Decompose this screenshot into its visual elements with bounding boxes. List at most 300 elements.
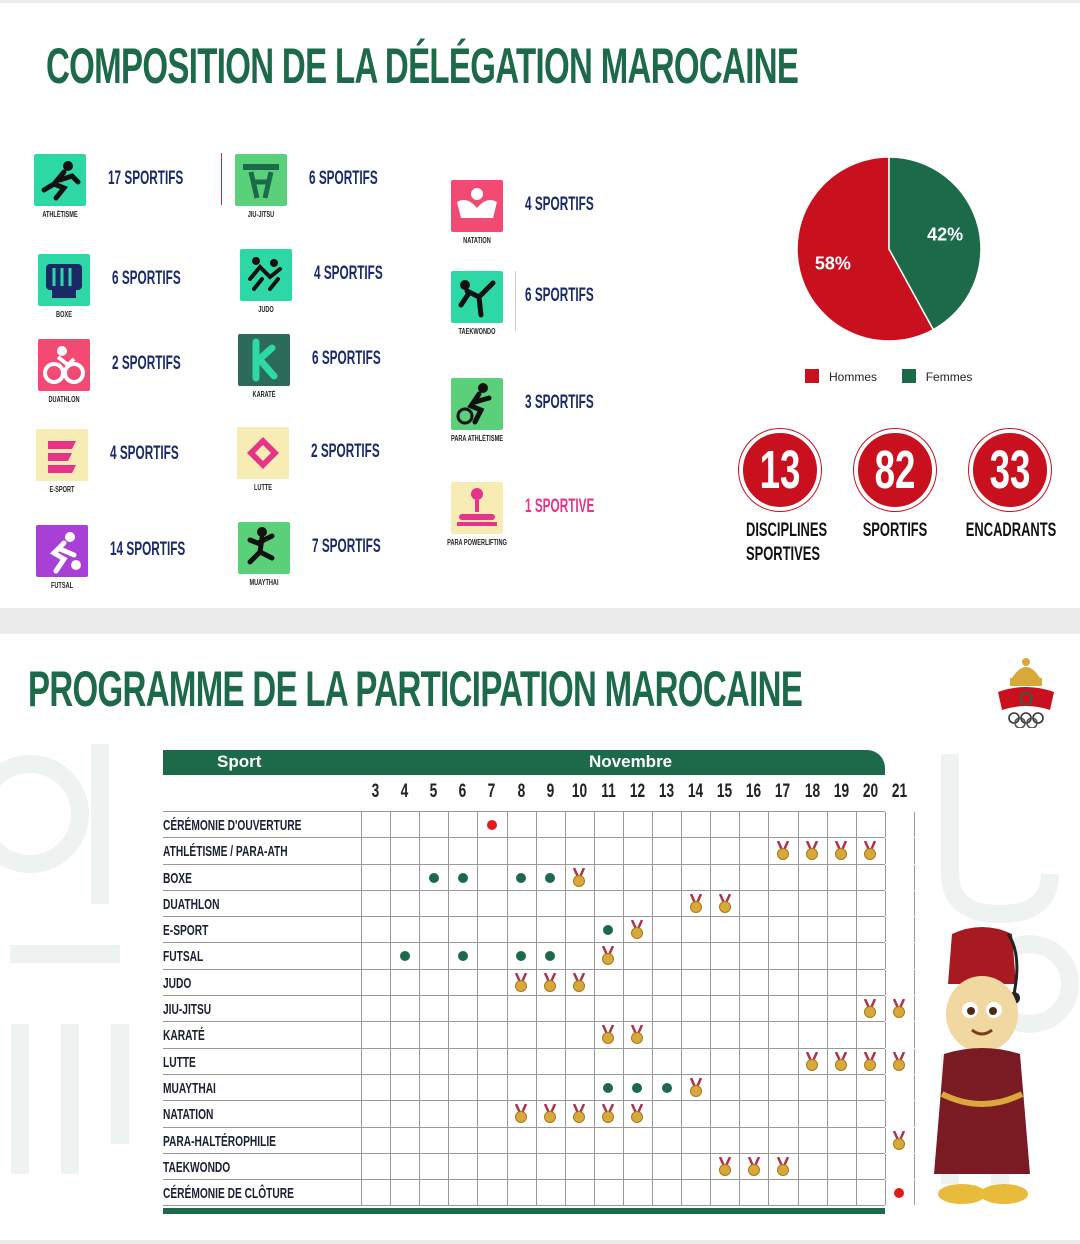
schedule-table: [163, 750, 907, 1214]
competition-dot: [603, 1083, 613, 1093]
futsal-icon: [36, 525, 88, 577]
grid-line: [390, 1075, 391, 1100]
grid-line: [768, 1180, 769, 1205]
swimming-icon: [451, 180, 503, 232]
grid-line: [739, 943, 740, 968]
grid-line: [885, 996, 886, 1021]
grid-line: [768, 891, 769, 916]
grid-line: [856, 1022, 857, 1047]
mascot-icon: [922, 924, 1042, 1214]
grid-line: [594, 970, 595, 995]
grid-line: [827, 1128, 828, 1153]
grid-line: [885, 917, 886, 942]
row-sport-label: BOXE: [163, 869, 192, 887]
grid-line: [856, 943, 857, 968]
row-sport-label: KARATÉ: [163, 1027, 205, 1045]
day-label: 14: [687, 781, 704, 802]
header-month: Novembre: [589, 752, 673, 771]
schedule-grid: [163, 811, 885, 1206]
grid-line: [565, 996, 566, 1021]
grid-line: [885, 943, 886, 968]
day-label: 10: [571, 781, 587, 802]
grid-line: [536, 1101, 537, 1126]
grid-line: [739, 812, 740, 837]
medal-icon: [601, 946, 615, 966]
sport-name: BOXE: [56, 310, 72, 319]
grid-line: [914, 917, 915, 942]
judo-icon: [240, 249, 292, 301]
grid-line: [448, 838, 449, 863]
grid-line: [536, 838, 537, 863]
grid-line: [827, 943, 828, 968]
header-sport: Sport: [217, 752, 262, 771]
grid-line: [623, 1154, 624, 1179]
grid-line: [361, 943, 362, 968]
row-sport-label: E-SPORT: [163, 922, 209, 940]
grid-line: [652, 838, 653, 863]
grid-line: [594, 838, 595, 863]
grid-line: [536, 1128, 537, 1153]
grid-line: [565, 970, 566, 995]
grid-line: [768, 812, 769, 837]
grid-line: [827, 1101, 828, 1126]
grid-line: [565, 838, 566, 863]
grid-line: [448, 1049, 449, 1074]
row-sport-label: JIU-JITSU: [163, 1001, 212, 1019]
grid-line: [798, 970, 799, 995]
grid-line: [710, 1180, 711, 1205]
competition-dot: [458, 951, 468, 961]
grid-line: [768, 996, 769, 1021]
grid-line: [594, 943, 595, 968]
grid-line: [798, 1022, 799, 1047]
grid-line: [477, 812, 478, 837]
grid-line: [856, 970, 857, 995]
medal-icon: [630, 1025, 644, 1045]
sport-name: JUDO: [258, 305, 274, 314]
grid-line: [739, 1075, 740, 1100]
grid-line: [507, 1049, 508, 1074]
grid-line: [536, 1022, 537, 1047]
row-sport-label: CÉRÉMONIE D'OUVERTURE: [163, 817, 302, 834]
olympic-emblem-icon: [994, 652, 1058, 728]
grid-line: [419, 996, 420, 1021]
grid-line: [681, 865, 682, 890]
grid-line: [885, 891, 886, 916]
stat-value: 33: [989, 440, 1031, 500]
legend-swatch-femmes: [902, 369, 916, 383]
grid-line: [390, 838, 391, 863]
grid-line: [681, 970, 682, 995]
grid-line: [448, 865, 449, 890]
day-label: 12: [629, 781, 645, 802]
grid-line: [681, 1022, 682, 1047]
table-row: [163, 1154, 885, 1180]
grid-line: [856, 1128, 857, 1153]
para-athletics-icon: [451, 378, 503, 430]
table-row: [163, 865, 885, 891]
sport-count: 17 SPORTIFS: [108, 168, 184, 189]
day-label: 4: [400, 781, 409, 802]
sport-count: 2 SPORTIFS: [112, 353, 181, 374]
gender-pie-chart: [795, 155, 983, 343]
medal-icon: [834, 1052, 848, 1072]
grid-line: [827, 865, 828, 890]
competition-dot: [632, 1083, 642, 1093]
grid-line: [565, 865, 566, 890]
grid-line: [768, 1022, 769, 1047]
row-sport-label: LUTTE: [163, 1053, 196, 1071]
grid-line: [768, 917, 769, 942]
day-label: 8: [517, 781, 525, 802]
grid-line: [594, 812, 595, 837]
grid-line: [536, 943, 537, 968]
grid-line: [710, 1022, 711, 1047]
grid-line: [390, 1154, 391, 1179]
day-label: 19: [833, 781, 849, 802]
grid-line: [885, 1022, 886, 1047]
boxing-icon: [38, 254, 90, 306]
grid-line: [914, 891, 915, 916]
grid-line: [885, 1075, 886, 1100]
grid-line: [419, 1101, 420, 1126]
grid-line: [623, 970, 624, 995]
grid-line: [827, 996, 828, 1021]
grid-line: [768, 1154, 769, 1179]
grid-line: [681, 1101, 682, 1126]
grid-line: [448, 1022, 449, 1047]
medal-icon: [863, 999, 877, 1019]
grid-line: [914, 996, 915, 1021]
stat-encadrants: [945, 429, 1075, 543]
grid-line: [710, 917, 711, 942]
grid-line: [885, 970, 886, 995]
grid-line: [507, 865, 508, 890]
grid-line: [827, 838, 828, 863]
sport-count: 14 SPORTIFS: [110, 539, 186, 560]
grid-line: [856, 891, 857, 916]
grid-line: [477, 1075, 478, 1100]
days-row: [163, 775, 907, 811]
stat-disciplines: [715, 429, 845, 567]
legend-swatch-hommes: [805, 369, 819, 383]
grid-line: [827, 917, 828, 942]
grid-line: [827, 812, 828, 837]
grid-line: [652, 812, 653, 837]
grid-line: [856, 1101, 857, 1126]
grid-line: [710, 970, 711, 995]
grid-line: [594, 917, 595, 942]
row-sport-label: FUTSAL: [163, 948, 204, 966]
row-sport-label: CÉRÉMONIE DE CLÔTURE: [163, 1185, 294, 1203]
row-sport-label: PARA-HALTÉROPHILIE: [163, 1132, 276, 1150]
sport-count: 6 SPORTIFS: [525, 285, 594, 306]
grid-line: [885, 865, 886, 890]
grid-line: [681, 1049, 682, 1074]
grid-line: [914, 1022, 915, 1047]
grid-line: [768, 1049, 769, 1074]
grid-line: [856, 1154, 857, 1179]
medal-icon: [630, 920, 644, 940]
medal-icon: [776, 841, 790, 861]
grid-line: [710, 1154, 711, 1179]
day-label: 11: [601, 781, 616, 802]
grid-line: [652, 1154, 653, 1179]
grid-line: [710, 891, 711, 916]
grid-line: [710, 1075, 711, 1100]
medal-icon: [630, 1104, 644, 1124]
grid-line: [536, 1049, 537, 1074]
grid-line: [507, 1180, 508, 1205]
grid-line: [710, 865, 711, 890]
grid-line: [419, 1128, 420, 1153]
grid-line: [827, 1049, 828, 1074]
grid-line: [419, 812, 420, 837]
grid-line: [710, 838, 711, 863]
grid-line: [827, 1075, 828, 1100]
day-label: 18: [804, 781, 820, 802]
medal-icon: [863, 1052, 877, 1072]
grid-line: [739, 917, 740, 942]
grid-line: [739, 838, 740, 863]
sport-name: DUATHLON: [48, 395, 80, 404]
grid-line: [390, 865, 391, 890]
grid-line: [739, 970, 740, 995]
sport-count: 3 SPORTIFS: [525, 392, 594, 413]
grid-line: [448, 1101, 449, 1126]
pie-label-femmes: 42%: [927, 224, 964, 245]
medal-icon: [543, 1104, 557, 1124]
grid-line: [623, 1180, 624, 1205]
grid-line: [507, 1154, 508, 1179]
grid-line: [914, 970, 915, 995]
day-label: 20: [862, 781, 878, 802]
grid-line: [652, 865, 653, 890]
grid-line: [390, 943, 391, 968]
sport-count: 2 SPORTIFS: [311, 441, 380, 462]
grid-line: [565, 917, 566, 942]
grid-line: [390, 917, 391, 942]
grid-line: [827, 1022, 828, 1047]
grid-line: [419, 970, 420, 995]
grid-line: [594, 1128, 595, 1153]
legend-hommes: Hommes: [829, 370, 878, 384]
grid-line: [594, 1022, 595, 1047]
grid-line: [798, 943, 799, 968]
grid-line: [798, 917, 799, 942]
grid-line: [652, 1022, 653, 1047]
grid-line: [623, 1075, 624, 1100]
grid-line: [623, 1128, 624, 1153]
sport-name: NATATION: [463, 236, 491, 245]
grid-line: [914, 1154, 915, 1179]
stat-label: SPORTIFS: [862, 520, 928, 541]
sport-count: 4 SPORTIFS: [525, 194, 594, 215]
medal-icon: [689, 1078, 703, 1098]
grid-line: [477, 943, 478, 968]
grid-line: [507, 891, 508, 916]
grid-line: [768, 970, 769, 995]
table-row: [163, 1049, 885, 1075]
grid-line: [885, 812, 886, 837]
wrestling-icon: [237, 427, 289, 479]
competition-dot: [400, 951, 410, 961]
divider: [221, 153, 222, 205]
legend-femmes: Femmes: [925, 370, 973, 384]
grid-line: [448, 1128, 449, 1153]
grid-line: [885, 1180, 886, 1205]
grid-line: [914, 1049, 915, 1074]
grid-line: [768, 1075, 769, 1100]
divider: [515, 271, 516, 331]
grid-line: [419, 943, 420, 968]
grid-line: [507, 917, 508, 942]
grid-line: [798, 1180, 799, 1205]
table-row: [163, 917, 885, 943]
medal-icon: [601, 1104, 615, 1124]
medal-icon: [572, 973, 586, 993]
grid-line: [448, 1075, 449, 1100]
esport-icon: [36, 429, 88, 481]
grid-line: [739, 1049, 740, 1074]
grid-line: [477, 891, 478, 916]
grid-line: [390, 891, 391, 916]
grid-line: [448, 1180, 449, 1205]
grid-line: [477, 1022, 478, 1047]
grid-line: [710, 996, 711, 1021]
grid-line: [827, 970, 828, 995]
medal-icon: [805, 1052, 819, 1072]
grid-line: [623, 891, 624, 916]
sport-name: TAEKWONDO: [458, 327, 496, 336]
grid-line: [419, 917, 420, 942]
grid-line: [652, 917, 653, 942]
duathlon-icon: [38, 339, 90, 391]
grid-line: [623, 1022, 624, 1047]
sport-count: 6 SPORTIFS: [112, 268, 181, 289]
grid-line: [448, 891, 449, 916]
grid-line: [914, 838, 915, 863]
grid-line: [827, 1154, 828, 1179]
grid-line: [419, 838, 420, 863]
table-row: [163, 838, 885, 864]
grid-line: [798, 1101, 799, 1126]
day-label: 17: [775, 781, 791, 802]
grid-line: [739, 1128, 740, 1153]
grid-line: [768, 943, 769, 968]
grid-line: [477, 865, 478, 890]
grid-line: [477, 917, 478, 942]
grid-line: [594, 1101, 595, 1126]
grid-line: [448, 812, 449, 837]
grid-line: [739, 1154, 740, 1179]
sport-name: PARA POWERLIFTING: [447, 538, 507, 547]
grid-line: [623, 1049, 624, 1074]
grid-line: [507, 1101, 508, 1126]
grid-line: [507, 1022, 508, 1047]
grid-line: [565, 1180, 566, 1205]
grid-line: [914, 1128, 915, 1153]
grid-line: [565, 1101, 566, 1126]
day-label: 6: [458, 781, 467, 802]
sport-name: PARA ATHLÉTISME: [451, 434, 503, 443]
grid-line: [594, 1049, 595, 1074]
medal-icon: [543, 973, 557, 993]
sport-name: MUAYTHAI: [249, 578, 279, 587]
grid-line: [390, 1128, 391, 1153]
grid-line: [739, 1180, 740, 1205]
grid-line: [652, 891, 653, 916]
grid-line: [885, 1101, 886, 1126]
grid-line: [536, 1075, 537, 1100]
grid-line: [652, 970, 653, 995]
grid-line: [681, 1180, 682, 1205]
sport-count: 4 SPORTIFS: [314, 263, 383, 284]
grid-line: [914, 943, 915, 968]
grid-line: [768, 1128, 769, 1153]
competition-dot: [545, 873, 555, 883]
grid-line: [419, 865, 420, 890]
grid-line: [507, 1075, 508, 1100]
grid-line: [652, 1075, 653, 1100]
stat-value: 13: [759, 440, 801, 500]
grid-line: [710, 943, 711, 968]
day-label: 7: [488, 781, 496, 802]
stat-circle: [739, 429, 821, 511]
medal-icon: [572, 868, 586, 888]
table-row: [163, 943, 885, 969]
competition-dot: [603, 925, 613, 935]
medal-icon: [863, 841, 877, 861]
programme-panel: [0, 634, 1080, 1240]
grid-line: [798, 1128, 799, 1153]
grid-line: [652, 1101, 653, 1126]
grid-line: [768, 838, 769, 863]
day-label: 3: [371, 781, 380, 802]
grid-line: [623, 917, 624, 942]
sport-name: LUTTE: [253, 483, 273, 492]
grid-line: [361, 1022, 362, 1047]
grid-line: [390, 970, 391, 995]
composition-panel: [0, 3, 1080, 608]
grid-line: [390, 996, 391, 1021]
row-sport-label: MUAYTHAI: [163, 1079, 216, 1097]
grid-line: [565, 891, 566, 916]
grid-line: [361, 1180, 362, 1205]
grid-line: [798, 996, 799, 1021]
grid-line: [768, 865, 769, 890]
programme-title: PROGRAMME DE LA PARTICIPATION MAROCAINE: [28, 661, 803, 717]
sport-name: JIU-JITSU: [247, 210, 275, 219]
grid-line: [710, 1128, 711, 1153]
grid-line: [798, 1049, 799, 1074]
medal-icon: [892, 1131, 906, 1151]
sport-name: FUTSAL: [50, 581, 74, 590]
grid-line: [390, 1180, 391, 1205]
day-label: 13: [658, 781, 675, 802]
grid-line: [536, 970, 537, 995]
grid-line: [739, 1022, 740, 1047]
grid-line: [681, 838, 682, 863]
day-label: 16: [746, 781, 762, 802]
grid-line: [361, 1049, 362, 1074]
grid-line: [914, 1075, 915, 1100]
grid-line: [361, 917, 362, 942]
pie-legend: [805, 369, 972, 384]
medal-icon: [718, 1157, 732, 1177]
grid-line: [623, 838, 624, 863]
ceremony-dot: [487, 820, 497, 830]
